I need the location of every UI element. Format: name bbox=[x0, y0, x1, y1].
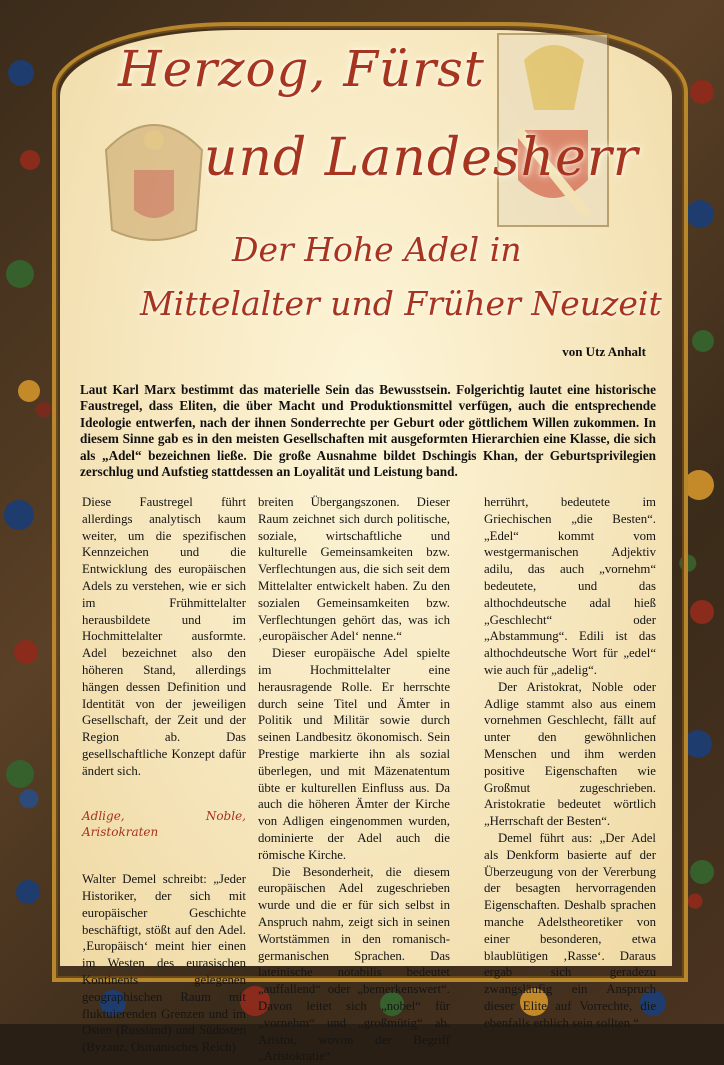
subtitle-line-2: Mittelalter und Früher Neuzeit bbox=[140, 284, 662, 323]
title-line-2: und Landesherr bbox=[204, 128, 639, 188]
column-2 bbox=[258, 494, 450, 1065]
section-heading: Adlige, Noble, Aristokraten bbox=[82, 808, 246, 840]
paragraph: breiten Übergangszonen. Dieser Raum zeichnet sich durch politische, soziale, wirtschaftliche und kulturelle Gemeinsamkeiten bzw. Verflechtungen aus, die sich seit dem Mittelalter entwickelt haben. Zu den sozialen Gemeinsamkeiten bzw. Verflechtungen gehört das, was ich ‚europäischer Adel‘ nenne.“ bbox=[258, 495, 450, 644]
paragraph: Dieser europäische Adel spielte im Hochmittelalter eine herausragende Rolle. Er herrschte durch seine Titel und Ämter in Politik und Militär sowie durch seinen Landbesitz ökonomisch. Sein Prestige markierte ihn als sozial überlegen, und mit Mäzenatentum übte er kulturellen Einfluss aus. Da auch die höheren Ämter der Kirche von Adligen eingenommen wurden, dominierte der Adel auch die römische Kirche. bbox=[258, 646, 450, 862]
paragraph: Diese Faustregel führt allerdings analytisch kaum weiter, um die spezifischen Kennzeichen und die Entwicklung des europäischen Adels zu verstehen, wie er sich im Frühmittelalter herausbildete und im Hochmittelalter ausformte. Adel bezeichnet also den höheren Stand, allerdings hängen dessen Definition und Identität von der jeweiligen Gesellschaft, der Zeit und der Region ab. Das gesellschaftliche Konzept dafür ändert sich. bbox=[82, 495, 246, 778]
paragraph: Die Besonderheit, die diesem europäischen Adel zugeschrieben wurde und die er für sich selbst in Anspruch nahm, zeigt sich in seinen Wortstämmen in den romanisch-germanischen Sprachen. Das lateinische notabilis bedeutet „auffallend“ oder „bemerkenswert“. Davon leitet sich „nobel“ für „vornehm“ und „großmütig“ ab. Aristoi, wovon der Begriff „Aristokratie“ bbox=[258, 864, 450, 1064]
column-3 bbox=[484, 494, 656, 1032]
paragraph: Walter Demel schreibt: „Jeder Historiker, der sich mit europäischer Geschichte beschäftigt, stößt auf den Adel. ‚Europäisch‘ meint hier einen im Westen des eurasischen Kontinents gelegenen geographischen Raum mit fluktuierenden Grenzen und im Osten (Russland) und Südosten (Byzanz, Osmanisches Reich) bbox=[82, 872, 246, 1055]
subtitle-line-1: Der Hohe Adel in bbox=[232, 230, 522, 269]
title-line-1: Herzog, Fürst bbox=[118, 40, 485, 98]
paragraph: Demel führt aus: „Der Adel als Denkform basierte auf der Überzeugung von der Vererbung der besagten hervorragenden Eigenschaften. Deshalb sprachen manche Adelstheoretiker von einer besonderen, etwa blaublütigen ‚Rasse‘. Daraus ergab sich geradezu zwangsläufig ein Anspruch dieser Elite auf Vorrechte, die ebenfalls erblich sein sollten.“ bbox=[484, 830, 656, 1030]
coat-of-arms-left-icon bbox=[96, 110, 212, 248]
paragraph: herrührt, bedeutete im Griechischen „die Besten“. „Edel“ kommt vom westgermanischen Adjektiv adilu, das auch „vornehm“ bedeutete, und das althochdeutsche adal hieß „Geschlecht“ oder „Abstammung“. Edili ist das althochdeutsche Wort für „edel“ wie auch für „adelig“. bbox=[484, 495, 656, 677]
paragraph: Der Aristokrat, Noble oder Adlige stammt also aus einem vornehmen Geschlecht, fällt auf unter den gewöhnlichen Menschen und ihm werden positive Eigenschaften wie Großmut zugeschrieben. Aristokratie bedeutet wörtlich „Herrschaft der Besten“. bbox=[484, 679, 656, 829]
lead-paragraph: Laut Karl Marx bestimmt das materielle Sein das Bewusstsein. Folgerichtig lautet eine historische Faustregel, dass Eliten, die über Macht und Produktionsmittel verfügen, auch die entsprechende Ideologie entwerfen, nach der ihnen Sonderrechte per Geburt oder göttlichem Willen zukommen. In diesem Sinne gab es in den meisten Gesellschaften mit ausgeformten Hierarchien eine Klasse, die sich als „Adel“ bezeichnen ließe. Die große Ausnahme bildet Dschingis Khan, der Geburtsprivilegien zerschlug und Aufstieg stattdessen an Loyalität und Leistung band. bbox=[80, 382, 656, 480]
author-byline: von Utz Anhalt bbox=[562, 344, 646, 359]
column-1 bbox=[82, 494, 246, 1056]
